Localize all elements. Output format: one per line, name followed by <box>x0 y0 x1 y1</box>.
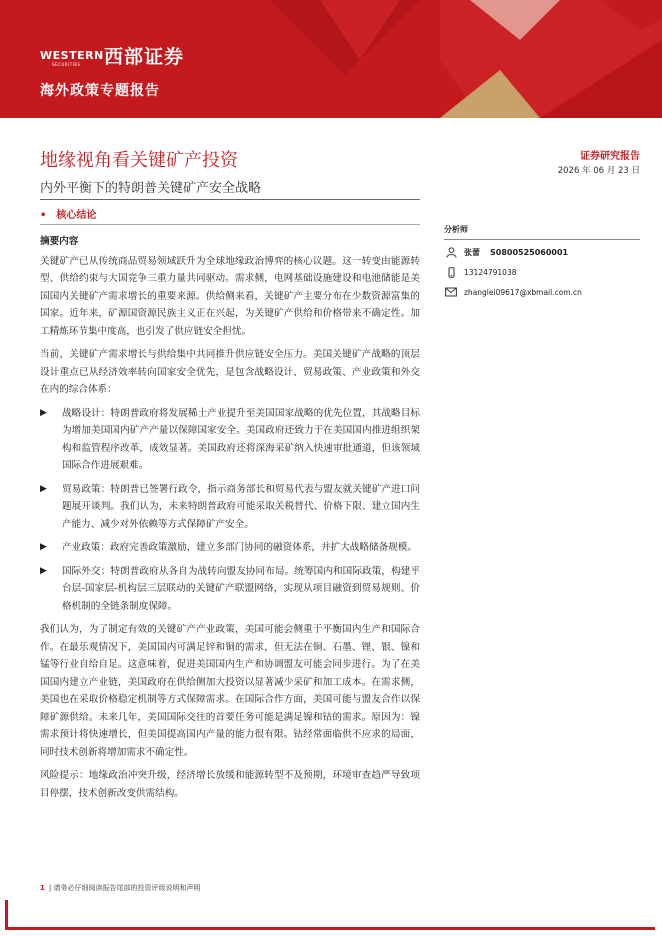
report-subtitle: 内外平衡下的特朗普关键矿产安全战略 <box>40 181 262 196</box>
risk-warning: 风险提示：地缘政治冲突升级，经济增长放缓和能源转型不及预期，环境审查趋严导致项目停摆，技术创新改变供需结构。 <box>40 770 420 799</box>
analyst-email-row <box>444 284 640 300</box>
analyst-phone: 13124791038 <box>464 267 517 277</box>
brand-cn: 西部证券 <box>104 46 185 68</box>
summary-heading: 摘要内容 <box>40 236 79 247</box>
logo-mark <box>40 45 104 67</box>
analyst-certificate: S0800525060001 <box>490 247 569 257</box>
triangle-bullet-icon: ▶ <box>40 542 47 552</box>
corner-accent-horizontal <box>5 927 655 930</box>
email-icon <box>444 286 458 298</box>
bullet-trade-text: 贸易政策：特朗普已签署行政令，指示商务部长和贸易代表与盟友就关键矿产进口问题展开谈判。我们认为，未来特朗普政府可能采取关税替代、价格下限、建立国内生产能力、减少对外依赖等方式保障矿产安全。 <box>62 483 420 530</box>
bullet-industry <box>40 539 420 557</box>
footer-disclaimer: 请务必仔细阅读报告尾部的投资评级说明和声明 <box>53 884 201 892</box>
bullet-strategy-text: 战略设计：特朗普政府将发展稀土产业提升至美国国家战略的优先位置，其战略目标为增加美国国内矿产产量以保障国家安全。美国政府还致力于在美国国内推进组织架构和监管程序改革，成效显著。美国政府还将深海采矿纳入快速审批通道，但该领域国际合作进展艰难。 <box>62 407 420 471</box>
key-conclusion-text: 核心结论 <box>56 210 97 221</box>
summary-paragraph-3: 我们认为，为了制定有效的关键矿产产业政策，美国可能会侧重于平衡国内生产和国际合作。在最乐观情况下，美国国内可满足锌和铜的需求，但无法在铜、石墨、锂、银、镍和锰等行业自给自足。这意味着，促进美国国内生产和协调盟友可能会同步进行。为了在美国国内建立产业链，美国政府在供给侧加大投资以显著减少采矿和加工成本。在需求侧，美国也在采取价格稳定机制等方式保障需求。在国际合作方面，美国可能与盟友合作以保障矿源供给。未来几年，美国国际交往的首要任务可能是满足镍和钴的需求。原因为：镍需求预计将快速增长，但美国提高国内产量的能力很有限。钴经常面临供不应求的局面，同时技术创新将增加需求不确定性。 <box>40 624 420 758</box>
summary-body <box>40 230 420 808</box>
bullet-trade <box>40 481 420 534</box>
analyst-heading: 分析师 <box>444 224 640 240</box>
report-title: 地缘视角看关键矿产投资 <box>40 150 238 171</box>
phone-icon <box>444 266 458 278</box>
report-category: 证券研究报告 <box>580 151 640 162</box>
bullet-industry-text: 产业政策：政府完善政策激励，建立多部门协同的融资体系，并扩大战略储备规模。 <box>62 542 417 553</box>
summary-paragraph-1: 关键矿产已从传统商品贸易领域跃升为全球地缘政治博弈的核心议题。这一转变由能源转型、供给约束与大国竞争三重力量共同驱动。需求侧，电网基础设施建设和电池储能是美国国内关键矿产需求增长的重要来源。供给侧来看，关键矿产主要分布在少数资源富集的国家。近年来，矿源国资源民族主义正在兴起，为关键矿产供给和价格带来不确定性。加工精炼环节集中度高，也引发了供应链安全担忧。 <box>40 255 420 337</box>
report-date: 2026 年 06 月 23 日 <box>557 166 640 176</box>
bullet-dot-icon: • <box>40 210 47 221</box>
page-footer <box>40 883 200 893</box>
triangle-bullet-icon: ▶ <box>40 483 47 494</box>
triangle-bullet-icon: ▶ <box>40 407 47 418</box>
page-number: 1 <box>40 884 45 892</box>
brand-logo <box>40 42 184 69</box>
analyst-name-row <box>444 244 640 260</box>
bullet-diplomacy-text: 国际外交：特朗普政府从各自为战转向盟友协同布局。统筹国内和国际政策，构建平台层-国家层-机构层三层联动的关键矿产联盟网络，实现从项目融资到贸易规则、价格机制的全链条制度保障。 <box>62 565 420 612</box>
analyst-email[interactable]: zhanglei09617@xbmail.com.cn <box>464 287 582 297</box>
brand-en: WESTERN <box>40 48 104 62</box>
analyst-phone-row <box>444 264 640 280</box>
key-conclusion-label <box>40 206 96 221</box>
section-divider <box>40 224 420 225</box>
brand-en-sub: SECURITIES <box>52 61 81 67</box>
analyst-panel <box>444 224 640 300</box>
corner-accent-vertical <box>5 900 8 930</box>
bullet-strategy <box>40 405 420 475</box>
person-icon <box>444 246 458 258</box>
header-banner <box>0 0 662 118</box>
bullet-diplomacy <box>40 563 420 616</box>
report-type: 海外政策专题报告 <box>40 83 160 99</box>
triangle-bullet-icon: ▶ <box>40 565 47 576</box>
footer-separator: | <box>48 884 54 892</box>
title-divider <box>40 199 420 200</box>
analyst-name: 张蕾 <box>464 247 480 257</box>
summary-paragraph-2: 当前，关键矿产需求增长与供给集中共同推升供应链安全压力。美国关键矿产战略的顶层设计重点已从经济效率转向国家安全优先，是包含战略设计、贸易政策、产业政策和外交在内的综合体系： <box>40 349 420 395</box>
